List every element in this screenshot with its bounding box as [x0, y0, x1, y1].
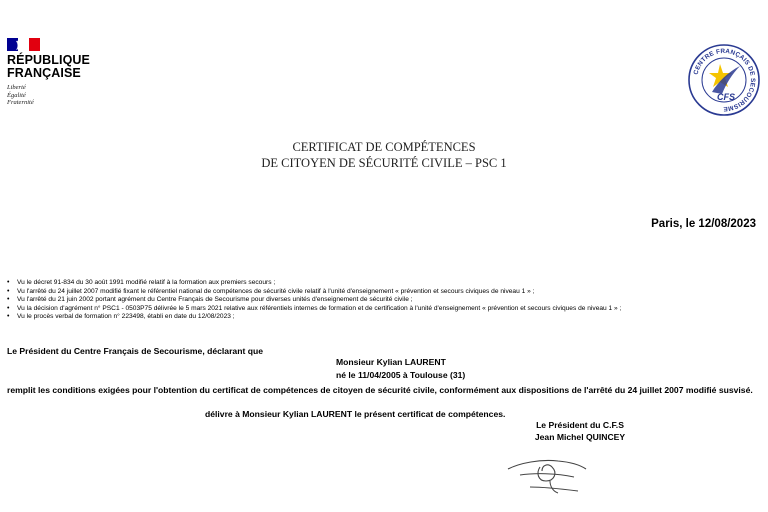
- reference-text: Vu le décret 91-834 du 30 août 1991 modifié relatif à la formation aux premiers secours ;: [17, 279, 276, 286]
- reference-text: Vu le procès verbal de formation n° 223498, établi en date du 12/08/2023 ;: [17, 313, 235, 321]
- list-item: • Vu la décision d'agrément n° PSC1 - 0503P75 délivrée le 5 mars 2021 relative aux référentiels internes de formation et de certification à l'unité d'enseignement « prévention et secours civiques de niveau 1 » ;: [7, 304, 622, 312]
- reference-text: Vu l'arrêté du 21 juin 2002 portant agrément du Centre Français de Secourisme pour diverses unités d'enseignement de sécurité civile ;: [17, 296, 413, 304]
- list-item: • Vu l'arrêté du 24 juillet 2007 modifié fixant le référentiel national de compétences de sécurité civile relatif à l'unité d'enseignement « prévention et secours civiques de niveau 1 » ;: [7, 287, 535, 295]
- issue-date: Paris, le 12/08/2023: [651, 218, 756, 230]
- republique-francaise-title: [7, 54, 90, 80]
- delivery-statement: délivre à Monsieur Kylian LAURENT le présent certificat de compétences.: [205, 409, 506, 419]
- reference-text: Vu la décision d'agrément n° PSC1 - 0503P75 délivrée le 5 mars 2021 relative aux référentiels internes de formation et de certification à l'unité d'enseignement « prévention et secours civiques de niveau 1 » ;: [17, 304, 622, 312]
- president-statement: Le Président du Centre Français de Secourisme, déclarant que: [7, 346, 263, 356]
- conditions-statement: remplit les conditions exigées pour l'obtention du certificat de compétences de citoyen de sécurité civile, conformément aux dispositions de l'arrêté du 24 juillet 2007 modifié susvisé.: [7, 385, 753, 395]
- cfs-logo-icon: [686, 42, 762, 118]
- francaise-line: FRANÇAISE: [7, 66, 81, 80]
- signer-name: Jean Michel QUINCEY: [534, 432, 626, 442]
- motto-liberte: Liberté: [7, 84, 26, 91]
- logo-ring-text: CENTRE FRANÇAIS DE SECOURISME: [692, 47, 757, 113]
- motto-egalite: Égalité: [7, 91, 26, 99]
- republic-motto: [7, 84, 34, 107]
- motto-fraternite: Fraternité: [7, 99, 34, 106]
- recipient-name: Monsieur Kylian LAURENT: [336, 357, 446, 367]
- signer-role: Le Président du C.F.S: [536, 420, 624, 430]
- list-item: • Vu le décret 91-834 du 30 août 1991 modifié relatif à la formation aux premiers secours ;: [7, 279, 276, 286]
- reference-text: Vu l'arrêté du 24 juillet 2007 modifié fixant le référentiel national de compétences de sécurité civile relatif à l'unité d'enseignement « prévention et secours civiques de niveau 1 » ;: [17, 287, 535, 295]
- list-item: • Vu l'arrêté du 21 juin 2002 portant agrément du Centre Français de Secourisme pour diverses unités d'enseignement de sécurité civile ;: [7, 296, 413, 304]
- certificate-title-line2: DE CITOYEN DE SÉCURITÉ CIVILE – PSC 1: [261, 156, 507, 170]
- logo-initials: CFS: [717, 92, 735, 102]
- legal-references-list: [7, 279, 759, 322]
- signature-icon: [500, 447, 592, 497]
- recipient-birth: né le 11/04/2005 à Toulouse (31): [336, 370, 466, 380]
- republique-line: RÉPUBLIQUE: [7, 53, 90, 67]
- list-item: • Vu le procès verbal de formation n° 223498, établi en date du 12/08/2023 ;: [7, 313, 235, 321]
- certificate-title-line1: CERTIFICAT DE COMPÉTENCES: [292, 140, 476, 154]
- french-flag-icon: [7, 38, 40, 51]
